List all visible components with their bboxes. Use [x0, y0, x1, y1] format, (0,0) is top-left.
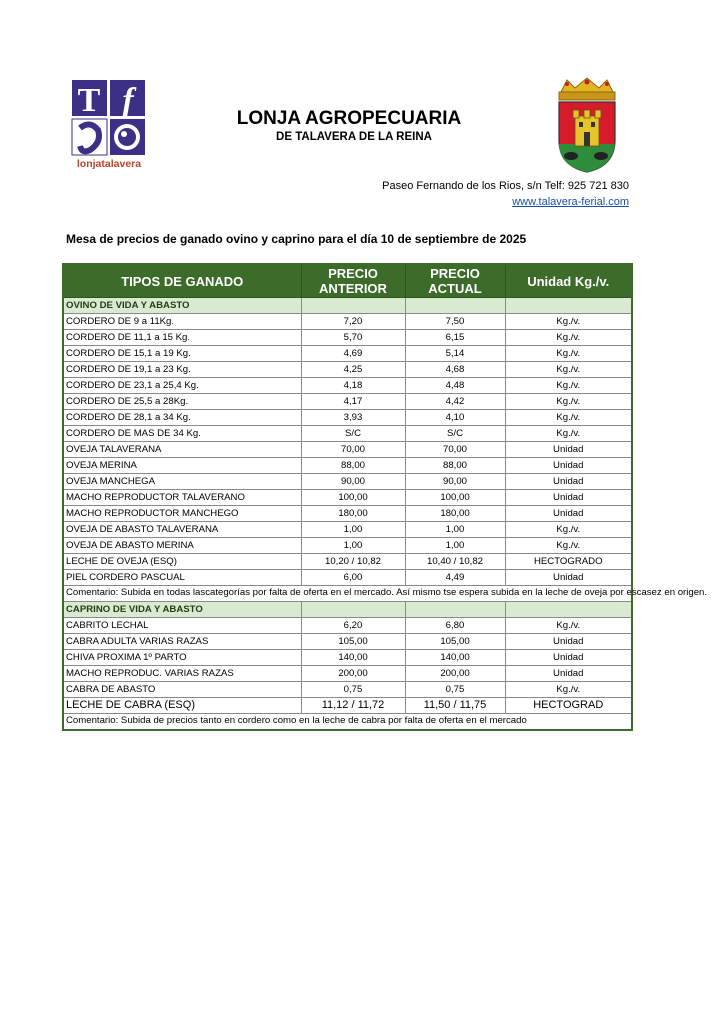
row-prev-price: 3,93 [301, 410, 405, 426]
document-subject: Mesa de precios de ganado ovino y caprino para el día 10 de septiembre de 2025 [66, 232, 527, 246]
row-unit: Kg./v. [505, 682, 632, 698]
row-prev-price: 88,00 [301, 458, 405, 474]
row-prev-price: 10,20 / 10,82 [301, 554, 405, 570]
table-row [63, 394, 632, 410]
row-curr-price: 105,00 [405, 634, 505, 650]
row-prev-price: 1,00 [301, 538, 405, 554]
row-unit: Unidad [505, 666, 632, 682]
row-unit: Unidad [505, 458, 632, 474]
table-row [63, 634, 632, 650]
row-unit: Kg./v. [505, 618, 632, 634]
section-caprino [63, 602, 632, 618]
row-name: OVEJA DE ABASTO MERINA [63, 538, 301, 554]
row-name: CORDERO DE 23,1 a 25,4 Kg. [63, 378, 301, 394]
row-prev-price: 90,00 [301, 474, 405, 490]
row-prev-price: 140,00 [301, 650, 405, 666]
row-prev-price: 70,00 [301, 442, 405, 458]
row-curr-price: 7,50 [405, 314, 505, 330]
table-row [63, 378, 632, 394]
row-curr-price: 0,75 [405, 682, 505, 698]
row-curr-price: 70,00 [405, 442, 505, 458]
row-curr-price: 4,10 [405, 410, 505, 426]
table-row [63, 490, 632, 506]
row-prev-price: 4,18 [301, 378, 405, 394]
row-curr-price: 200,00 [405, 666, 505, 682]
row-prev-price: 4,25 [301, 362, 405, 378]
row-name: CHIVA PROXIMA 1º PARTO [63, 650, 301, 666]
table-row [63, 666, 632, 682]
table-row [63, 698, 632, 714]
row-curr-price: 6,15 [405, 330, 505, 346]
row-name: CORDERO DE 19,1 a 23 Kg. [63, 362, 301, 378]
prices-table [62, 263, 708, 731]
row-name: CORDERO DE 9 a 11Kg. [63, 314, 301, 330]
row-unit: Kg./v. [505, 330, 632, 346]
row-unit: Unidad [505, 634, 632, 650]
row-curr-price: 1,00 [405, 522, 505, 538]
row-prev-price: 0,75 [301, 682, 405, 698]
row-curr-price: 88,00 [405, 458, 505, 474]
table-row [63, 506, 632, 522]
row-prev-price: 105,00 [301, 634, 405, 650]
row-prev-price: 7,20 [301, 314, 405, 330]
row-prev-price: S/C [301, 426, 405, 442]
row-curr-price: 1,00 [405, 538, 505, 554]
row-name: CORDERO DE 15,1 a 19 Kg. [63, 346, 301, 362]
page-subtitle: DE TALAVERA DE LA REINA [276, 131, 432, 143]
row-unit: Kg./v. [505, 522, 632, 538]
table-row [63, 538, 632, 554]
table-row [63, 346, 632, 362]
table-row [63, 522, 632, 538]
row-curr-price: 180,00 [405, 506, 505, 522]
section-ovino [63, 298, 632, 314]
comment-caprino-row [63, 714, 632, 731]
row-name: CORDERO DE 28,1 a 34 Kg. [63, 410, 301, 426]
row-prev-price: 11,12 / 11,72 [301, 698, 405, 714]
table-row [63, 650, 632, 666]
row-prev-price: 100,00 [301, 490, 405, 506]
table-row [63, 314, 632, 330]
row-unit: HECTOGRADO [505, 554, 632, 570]
row-name: CABRA DE ABASTO [63, 682, 301, 698]
table-row [63, 618, 632, 634]
row-curr-price: S/C [405, 426, 505, 442]
row-name: LECHE DE CABRA (ESQ) [63, 698, 301, 714]
row-curr-price: 100,00 [405, 490, 505, 506]
table-row [63, 442, 632, 458]
row-unit: Kg./v. [505, 394, 632, 410]
page-title: LONJA AGROPECUARIA [236, 108, 462, 129]
row-prev-price: 180,00 [301, 506, 405, 522]
row-unit: Kg./v. [505, 314, 632, 330]
header-curr-price: PRECIO ACTUAL [405, 264, 505, 298]
table-row [63, 554, 632, 570]
row-name: CORDERO DE 25,5 a 28Kg. [63, 394, 301, 410]
row-unit: Unidad [505, 490, 632, 506]
header-type: TIPOS DE GANADO [63, 264, 301, 298]
row-curr-price: 140,00 [405, 650, 505, 666]
row-name: OVEJA DE ABASTO TALAVERANA [63, 522, 301, 538]
table-row [63, 410, 632, 426]
row-curr-price: 10,40 / 10,82 [405, 554, 505, 570]
row-curr-price: 4,68 [405, 362, 505, 378]
row-prev-price: 6,20 [301, 618, 405, 634]
row-unit: Kg./v. [505, 346, 632, 362]
row-curr-price: 5,14 [405, 346, 505, 362]
row-name: CORDERO DE 11,1 a 15 Kg. [63, 330, 301, 346]
row-unit: HECTOGRAD [505, 698, 632, 714]
row-prev-price: 1,00 [301, 522, 405, 538]
table-row [63, 682, 632, 698]
row-prev-price: 200,00 [301, 666, 405, 682]
row-curr-price: 4,48 [405, 378, 505, 394]
row-name: MACHO REPRODUCTOR MANCHEGO [63, 506, 301, 522]
header-unit: Unidad Kg./v. [505, 264, 632, 298]
svg-text:T: T [77, 82, 101, 119]
row-name: CABRITO LECHAL [63, 618, 301, 634]
section-title: OVINO DE VIDA Y ABASTO [63, 298, 301, 314]
comment-ovino-row [63, 586, 632, 602]
row-curr-price: 6,80 [405, 618, 505, 634]
row-name: LECHE DE OVEJA (ESQ) [63, 554, 301, 570]
row-curr-price: 90,00 [405, 474, 505, 490]
website-link[interactable]: www.talavera-ferial.com [512, 196, 629, 208]
row-name: MACHO REPRODUC. VARIAS RAZAS [63, 666, 301, 682]
row-unit: Unidad [505, 442, 632, 458]
comment-caprino: Comentario: Subida de precios tanto en cordero como en la leche de cabra por falta de oferta en el mercado [63, 714, 632, 731]
row-curr-price: 4,49 [405, 570, 505, 586]
row-prev-price: 5,70 [301, 330, 405, 346]
row-prev-price: 6,00 [301, 570, 405, 586]
row-unit: Kg./v. [505, 426, 632, 442]
row-prev-price: 4,69 [301, 346, 405, 362]
logo-text: lonjatalavera [76, 158, 142, 170]
comment-ovino: Comentario: Subida en todas lascategorías por falta de oferta en el mercado. Así mismo tse espera subida en la leche de oveja por escasez en origen. [63, 586, 632, 602]
section-title: CAPRINO DE VIDA Y ABASTO [63, 602, 301, 618]
row-unit: Kg./v. [505, 410, 632, 426]
header-prev-price: PRECIO ANTERIOR [301, 264, 405, 298]
table-row [63, 570, 632, 586]
table-header-row [63, 264, 632, 298]
row-unit: Unidad [505, 570, 632, 586]
address-text: Paseo Fernando de los Rios, s/n Telf: 925 721 830 [382, 180, 629, 192]
row-name: OVEJA MANCHEGA [63, 474, 301, 490]
row-name: OVEJA TALAVERANA [63, 442, 301, 458]
row-unit: Kg./v. [505, 378, 632, 394]
table-row [63, 426, 632, 442]
row-unit: Unidad [505, 650, 632, 666]
row-name: PIEL CORDERO PASCUAL [63, 570, 301, 586]
row-name: OVEJA MERINA [63, 458, 301, 474]
row-unit: Unidad [505, 506, 632, 522]
table-row [63, 362, 632, 378]
row-curr-price: 4,42 [405, 394, 505, 410]
table-row [63, 474, 632, 490]
row-prev-price: 4,17 [301, 394, 405, 410]
row-name: MACHO REPRODUCTOR TALAVERANO [63, 490, 301, 506]
row-name: CORDERO DE MAS DE 34 Kg. [63, 426, 301, 442]
row-name: CABRA ADULTA VARIAS RAZAS [63, 634, 301, 650]
table-row [63, 458, 632, 474]
row-curr-price: 11,50 / 11,75 [405, 698, 505, 714]
table-row [63, 330, 632, 346]
row-unit: Kg./v. [505, 362, 632, 378]
row-unit: Kg./v. [505, 538, 632, 554]
row-unit: Unidad [505, 474, 632, 490]
svg-text:f: f [122, 82, 134, 119]
